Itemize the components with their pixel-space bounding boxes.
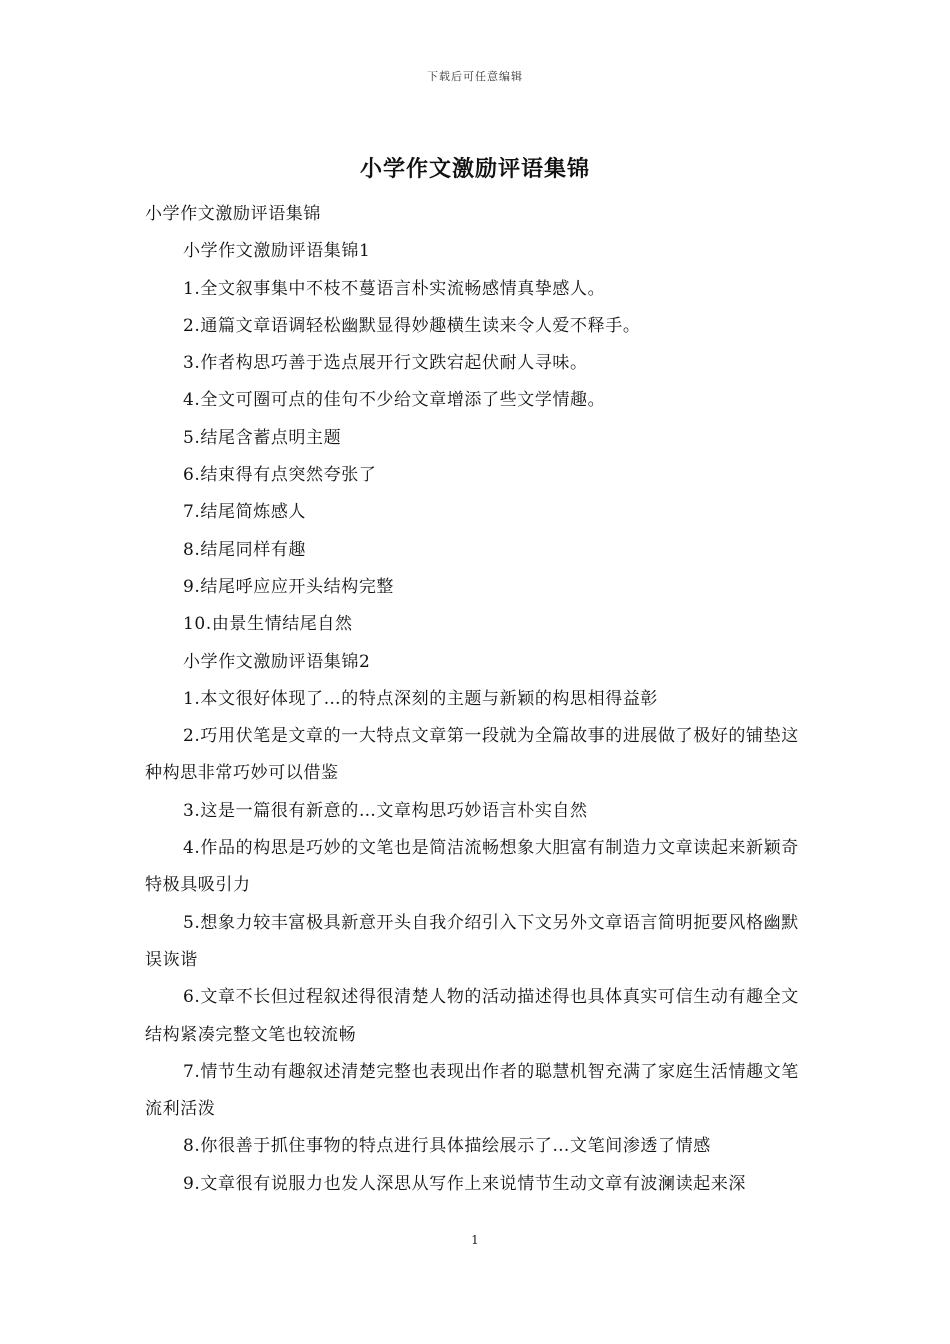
paragraph: 5.想象力较丰富极具新意开头自我介绍引入下文另外文章语言简明扼要风格幽默误诙谐 bbox=[145, 912, 799, 970]
paragraph: 2.巧用伏笔是文章的一大特点文章第一段就为全篇故事的进展做了极好的铺垫这种构思非常巧妙可以借鉴 bbox=[145, 726, 799, 784]
paragraph: 小学作文激励评语集锦1 bbox=[183, 241, 371, 262]
paragraph: 1.全文叙事集中不枝不蔓语言朴实流畅感情真挚感人。 bbox=[183, 278, 606, 299]
paragraph: 1.本文很好体现了…的特点深刻的主题与新颖的构思相得益彰 bbox=[183, 688, 659, 709]
paragraph: 8.你很善于抓住事物的特点进行具体描绘展示了…文笔间渗透了情感 bbox=[183, 1136, 711, 1157]
paragraph: 7.结尾简炼感人 bbox=[183, 502, 307, 523]
paragraph: 4.全文可圈可点的佳句不少给文章增添了些文学情趣。 bbox=[183, 390, 606, 411]
paragraph: 9.文章很有说服力也发人深思从写作上来说情节生动文章有波澜读起来深 bbox=[183, 1173, 747, 1194]
page-number: 1 bbox=[471, 1233, 479, 1247]
paragraph: 2.通篇文章语调轻松幽默显得妙趣横生读来令人爱不释手。 bbox=[183, 315, 641, 336]
paragraph: 10.由景生情结尾自然 bbox=[183, 614, 353, 635]
paragraph: 8.结尾同样有趣 bbox=[183, 539, 307, 560]
paragraph: 3.作者构思巧善于选点展开行文跌宕起伏耐人寻味。 bbox=[183, 353, 588, 374]
paragraph: 7.情节生动有趣叙述清楚完整也表现出作者的聪慧机智充满了家庭生活情趣文笔流利活泼 bbox=[145, 1061, 799, 1120]
paragraph: 5.结尾含蓄点明主题 bbox=[183, 427, 342, 448]
document-body bbox=[145, 196, 807, 1203]
paragraph: 6.文章不长但过程叙述得很清楚人物的活动描述得也具体真实可信生动有趣全文结构紧凑完整文笔也较流畅 bbox=[145, 987, 799, 1045]
paragraph: 小学作文激励评语集锦 bbox=[145, 204, 321, 224]
paragraph: 9.结尾呼应应开头结构完整 bbox=[183, 576, 395, 597]
paragraph: 3.这是一篇很有新意的…文章构思巧妙语言朴实自然 bbox=[183, 800, 588, 821]
header-note: 下载后可任意编辑 bbox=[427, 70, 523, 83]
document-title: 小学作文激励评语集锦 bbox=[359, 156, 590, 182]
paragraph: 小学作文激励评语集锦2 bbox=[183, 651, 371, 672]
paragraph: 6.结束得有点突然夸张了 bbox=[183, 465, 377, 486]
paragraph: 4.作品的构思是巧妙的文笔也是简洁流畅想象大胆富有制造力文章读起来新颖奇特极具吸引力 bbox=[145, 838, 799, 896]
